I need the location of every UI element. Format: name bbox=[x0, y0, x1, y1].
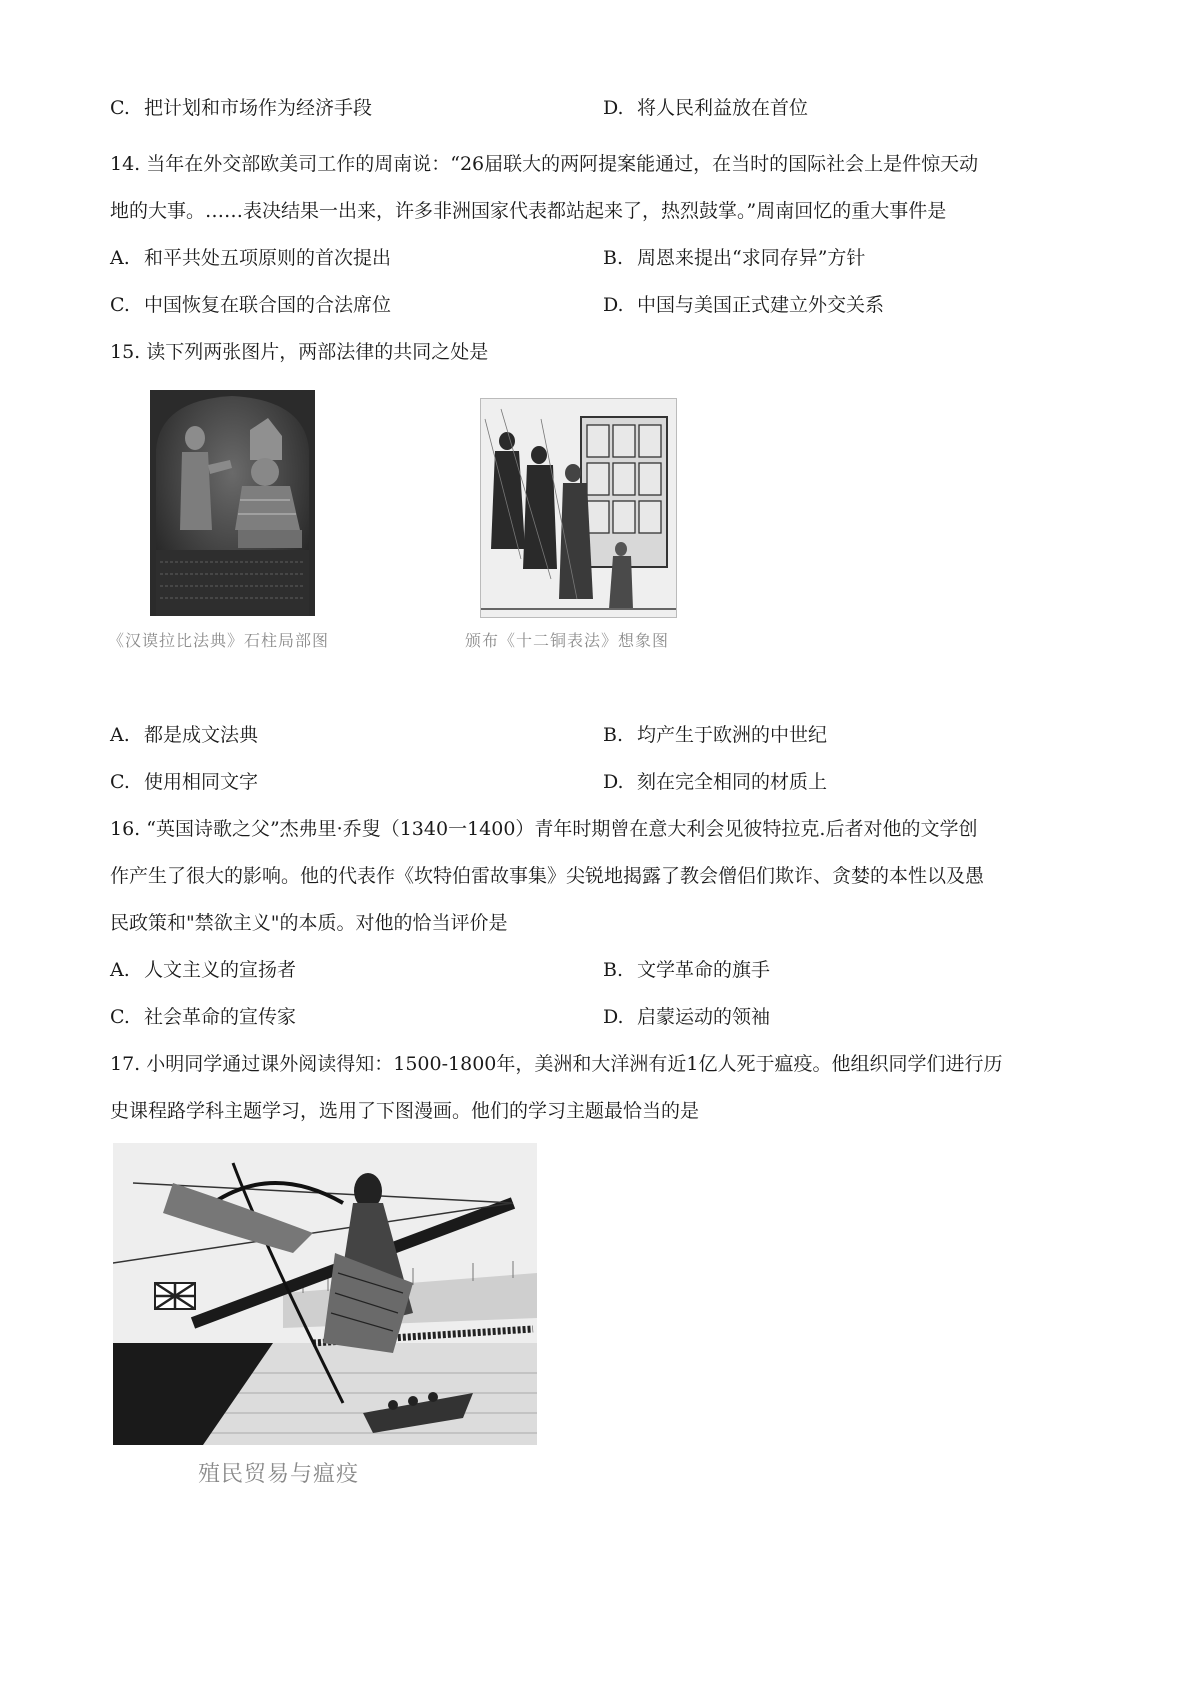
option-text: 中国恢复在联合国的合法席位 bbox=[144, 294, 392, 316]
q16-stem-line-3: 民政策和"禁欲主义"的本质。对他的恰当评价是 bbox=[110, 912, 508, 934]
q13-option-c[interactable] bbox=[110, 96, 372, 120]
plague-cartoon-illustration bbox=[113, 1143, 537, 1445]
q15-option-d[interactable] bbox=[603, 770, 827, 794]
option-letter: B. bbox=[603, 724, 624, 746]
q16-option-c[interactable] bbox=[110, 1005, 296, 1029]
option-letter: C. bbox=[110, 294, 130, 316]
q14-option-c[interactable] bbox=[110, 293, 391, 317]
q16-option-d[interactable] bbox=[603, 1005, 770, 1029]
q14-option-b[interactable] bbox=[603, 246, 865, 270]
twelve-tables-caption: 颁布《十二铜表法》想象图 bbox=[465, 631, 670, 650]
option-letter: C. bbox=[110, 771, 130, 793]
option-text: 把计划和市场作为经济手段 bbox=[144, 97, 373, 119]
option-text: 和平共处五项原则的首次提出 bbox=[144, 247, 392, 269]
option-letter: A. bbox=[110, 247, 130, 269]
hammurabi-caption: 《汉谟拉比法典》石柱局部图 bbox=[108, 631, 330, 650]
option-letter: C. bbox=[110, 97, 130, 119]
option-letter: C. bbox=[110, 1006, 130, 1028]
q16-stem-line-1: 16. “英国诗歌之父”杰弗里·乔叟（1340一1400）青年时期曾在意大利会见彼特拉克.后者对他的文学创 bbox=[110, 818, 978, 840]
option-text: 均产生于欧洲的中世纪 bbox=[637, 724, 828, 746]
option-letter: D. bbox=[603, 1006, 624, 1028]
q14-stem-line-2: 地的大事。……表决结果一出来，许多非洲国家代表都站起来了，热烈鼓掌。”周南回忆的重大事件是 bbox=[110, 200, 947, 222]
q16-option-a[interactable] bbox=[110, 958, 296, 982]
q15-option-c[interactable] bbox=[110, 770, 258, 794]
hammurabi-stele-image bbox=[150, 390, 315, 616]
option-letter: D. bbox=[603, 771, 624, 793]
twelve-tables-illustration bbox=[481, 399, 676, 617]
option-letter: B. bbox=[603, 959, 624, 981]
option-letter: B. bbox=[603, 247, 624, 269]
q14-option-a[interactable] bbox=[110, 246, 391, 270]
q16-option-b[interactable] bbox=[603, 958, 770, 982]
option-text: 中国与美国正式建立外交关系 bbox=[637, 294, 885, 316]
option-letter: A. bbox=[110, 724, 130, 746]
plague-cartoon-caption: 殖民贸易与瘟疫 bbox=[198, 1462, 360, 1487]
option-letter: D. bbox=[603, 294, 624, 316]
q14-stem-line-1: 14. 当年在外交部欧美司工作的周南说：“26届联大的两阿提案能通过，在当时的国际社会上是件惊天动 bbox=[110, 153, 979, 175]
option-text: 周恩来提出“求同存异”方针 bbox=[637, 247, 866, 269]
option-text: 刻在完全相同的材质上 bbox=[637, 771, 828, 793]
option-text: 使用相同文字 bbox=[144, 771, 259, 793]
q15-option-a[interactable] bbox=[110, 723, 258, 747]
q16-stem-line-2: 作产生了很大的影响。他的代表作《坎特伯雷故事集》尖锐地揭露了教会僧侣们欺诈、贪婪的本性以及愚 bbox=[110, 865, 985, 887]
stele-illustration bbox=[150, 390, 315, 616]
option-text: 文学革命的旗手 bbox=[637, 959, 771, 981]
option-text: 人文主义的宣扬者 bbox=[144, 959, 297, 981]
option-text: 社会革命的宣传家 bbox=[144, 1006, 297, 1028]
option-text: 将人民利益放在首位 bbox=[637, 97, 809, 119]
q13-option-d[interactable] bbox=[603, 96, 808, 120]
q15-stem: 15. 读下列两张图片，两部法律的共同之处是 bbox=[110, 341, 489, 363]
option-letter: D. bbox=[603, 97, 624, 119]
q17-stem-line-1: 17. 小明同学通过课外阅读得知：1500-1800年，美洲和大洋洲有近1亿人死于瘟疫。他组织同学们进行历 bbox=[110, 1053, 1003, 1075]
option-letter: A. bbox=[110, 959, 130, 981]
q15-option-b[interactable] bbox=[603, 723, 827, 747]
option-text: 启蒙运动的领袖 bbox=[637, 1006, 771, 1028]
twelve-tables-image bbox=[480, 398, 677, 618]
option-text: 都是成文法典 bbox=[144, 724, 259, 746]
plague-cartoon-image bbox=[113, 1143, 537, 1445]
q17-stem-line-2: 史课程路学科主题学习，选用了下图漫画。他们的学习主题最恰当的是 bbox=[110, 1100, 700, 1122]
q14-option-d[interactable] bbox=[603, 293, 884, 317]
